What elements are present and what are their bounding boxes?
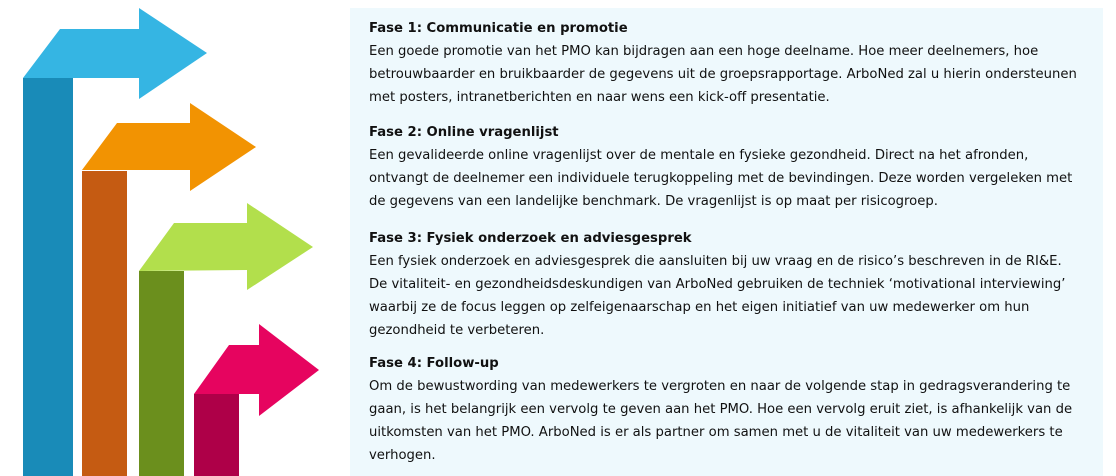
arrow-bar-3 bbox=[139, 271, 184, 476]
phase-4 bbox=[369, 352, 1072, 467]
phase-1 bbox=[369, 17, 1077, 109]
phase-text-line: ontvangt de deelnemer een individuele terugkoppeling met de bevindingen. Deze worden vergeleken met bbox=[369, 171, 1073, 186]
phase-text-line: De vitaliteit- en gezondheidsdeskundigen van ArboNed gebruiken de techniek ‘motivational interviewing’ bbox=[369, 277, 1066, 292]
arrow-bar-4 bbox=[194, 394, 239, 476]
phase-2 bbox=[369, 121, 1072, 213]
phase-title: Fase 3: Fysiek onderzoek en adviesgesprek bbox=[369, 231, 692, 246]
phase-text-line: waarbij ze de focus leggen op zelfeigenaarschap en het eigen initiatief van uw medewerker om hun bbox=[369, 300, 1030, 315]
phase-text-line: Een goede promotie van het PMO kan bijdragen aan een hoge deelname. Hoe meer deelnemers, hoe bbox=[369, 44, 1039, 59]
arrow-bar-2 bbox=[82, 171, 127, 476]
phase-arrows-graphic bbox=[0, 0, 340, 476]
phase-text-line: betrouwbaarder en bruikbaarder de gegevens uit de groepsrapportage. ArboNed zal u hierin ondersteunen bbox=[369, 67, 1077, 82]
phase-text-line: Een gevalideerde online vragenlijst over de mentale en fysieke gezondheid. Direct na het afronden, bbox=[369, 148, 1029, 163]
arrow-bar-1 bbox=[23, 78, 73, 476]
phase-3 bbox=[369, 227, 1065, 342]
phase-text-line: met posters, intranetberichten en naar wens een kick-off presentatie. bbox=[369, 90, 830, 105]
arrow-phase-4 bbox=[194, 324, 319, 476]
phase-text-line: gaan, is het belangrijk een vervolg te geven aan het PMO. Hoe een vervolg eruit ziet, is afhankelijk van de bbox=[369, 402, 1073, 417]
phases-text-panel bbox=[350, 8, 1103, 476]
phase-text-line: verhogen. bbox=[369, 448, 436, 463]
phase-text-line: gezondheid te verbeteren. bbox=[369, 323, 545, 338]
phase-text-line: Om de bewustwording van medewerkers te vergroten en naar de volgende stap in gedragsverandering te bbox=[369, 379, 1071, 394]
phase-text-line: Een fysiek onderzoek en adviesgesprek die aansluiten bij uw vraag en de risico’s beschreven in de RI&E. bbox=[369, 254, 1062, 269]
phase-title: Fase 1: Communicatie en promotie bbox=[369, 21, 628, 36]
phase-title: Fase 4: Follow-up bbox=[369, 356, 499, 371]
phase-text-line: de gegevens van een landelijke benchmark. De vragenlijst is op maat per risicogroep. bbox=[369, 194, 938, 209]
phase-title: Fase 2: Online vragenlijst bbox=[369, 125, 559, 140]
phase-text-line: uitkomsten van het PMO. ArboNed is er als partner om samen met u de vitaliteit van uw medewerkers te bbox=[369, 425, 1063, 440]
